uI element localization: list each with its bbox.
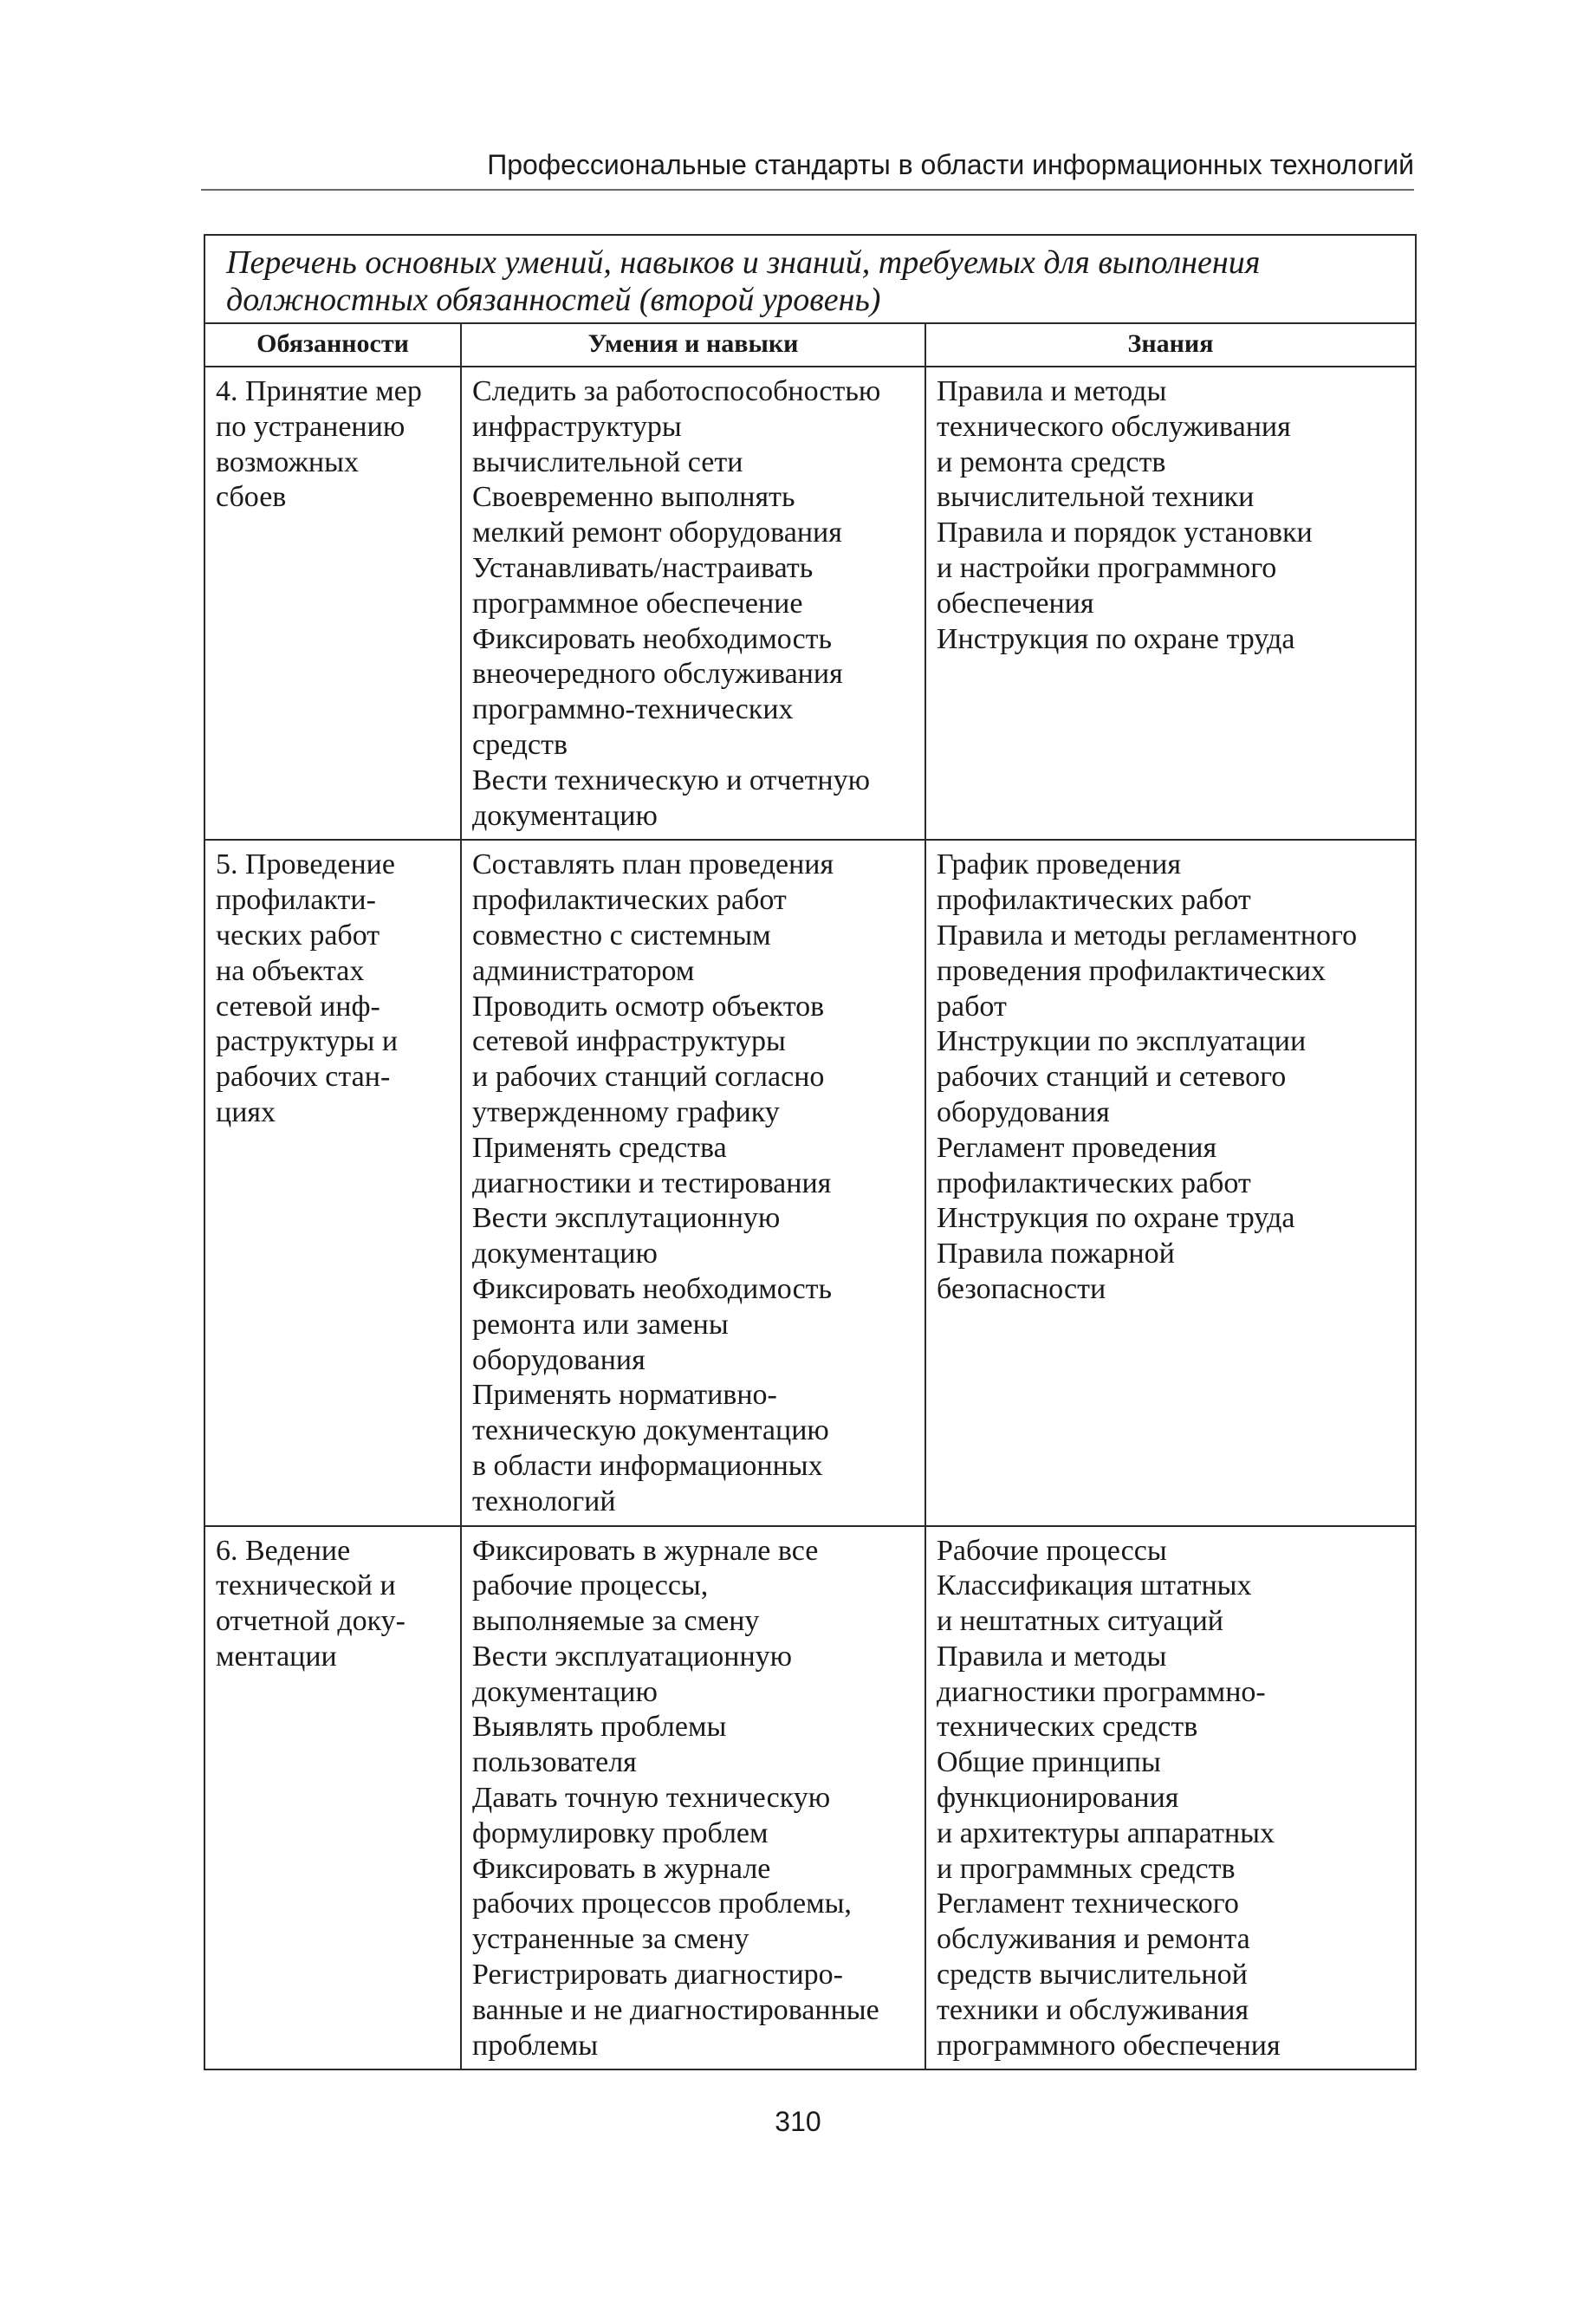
knowledge-cell [925,840,1416,1525]
table-caption-row [204,235,1416,323]
cell-line: рабочие процессы, [472,1569,709,1602]
cell-line: ческих работ [216,919,380,952]
cell-line: Фиксировать в журнале [472,1852,771,1885]
cell-line: рабочих станций и сетевого [937,1061,1287,1094]
cell-line: и ремонта средств [937,445,1166,478]
cell-line: График проведения [937,848,1181,881]
cell-line: 6. Ведение [216,1534,351,1567]
table-row [204,367,1416,840]
cell-line: документацию [472,1675,658,1708]
column-header-skills: Умения и навыки [461,323,925,367]
cell-line: безопасности [937,1272,1106,1305]
cell-line: проблемы [472,2029,599,2062]
column-header-duties: Обязанности [204,323,461,367]
cell-line: оборудования [472,1343,646,1376]
cell-line: Правила и порядок установки [937,517,1313,549]
cell-line: рабочих процессов проблемы, [472,1887,852,1920]
cell-line: Правила и методы [937,1640,1167,1673]
cell-line: устраненные за смену [472,1923,749,1956]
cell-line: Общие принципы [937,1746,1161,1779]
cell-line: Регистрировать диагностиро- [472,1959,843,1991]
cell-line: Устанавливать/настраивать [472,551,814,584]
cell-line: Давать точную техническую [472,1782,831,1815]
cell-line: Регламент проведения [937,1131,1217,1164]
skills-cell [461,840,925,1525]
cell-line: Рабочие процессы [937,1534,1167,1567]
cell-line: Фиксировать в журнале все [472,1534,819,1567]
table-row [204,840,1416,1525]
caption-line: должностных обязанностей (второй уровень) [226,282,881,318]
knowledge-cell [925,1526,1416,2070]
cell-line: функционирования [937,1782,1179,1815]
skills-cell [461,1526,925,2070]
cell-line: раструктуры и [216,1025,399,1058]
competency-table [204,234,1417,2070]
cell-line: Фиксировать необходимость [472,622,833,655]
cell-line: вычислительной сети [472,445,743,478]
cell-line: Правила и методы регламентного [937,919,1358,952]
cell-line: ремонта или замены [472,1308,729,1341]
cell-line: внеочередного обслуживания [472,658,843,691]
cell-line: технической и [216,1569,396,1602]
cell-line: профилактических работ [937,1166,1251,1199]
cell-line: диагностики программно- [937,1675,1266,1708]
cell-line: Следить за работоспособностью [472,375,881,407]
cell-line: Вести эксплутационную [472,1202,781,1235]
cell-line: инфраструктуры [472,410,682,443]
cell-line: средств вычислительной [937,1959,1248,1991]
running-title: Профессиональные стандарты в области информационных технологий [487,149,1414,180]
cell-line: обслуживания и ремонта [937,1923,1250,1956]
cell-line: технических средств [937,1711,1198,1744]
cell-line: ванные и не диагностированные [472,1993,879,2026]
cell-line: и рабочих станций согласно [472,1061,825,1094]
cell-line: Правила пожарной [937,1238,1175,1270]
caption-line: Перечень основных умений, навыков и знаний, требуемых для выполнения [226,244,1261,281]
cell-line: программное обеспечение [472,587,803,620]
duty-cell [204,840,461,1525]
cell-line: средств [472,728,568,761]
running-header [201,146,1414,191]
cell-line: техники и обслуживания [937,1993,1249,2026]
cell-line: Составлять план проведения [472,848,834,881]
cell-line: Вести техническую и отчетную [472,763,870,796]
cell-line: мелкий ремонт оборудования [472,517,842,549]
duty-cell [204,367,461,840]
competency-table-container [204,234,1415,2070]
cell-line: профилактических работ [472,884,787,917]
cell-line: по устранению [216,410,405,443]
cell-line: Инструкции по эксплуатации [937,1025,1307,1058]
cell-line: возможных [216,445,359,478]
cell-line: Применять нормативно- [472,1379,777,1412]
cell-line: документацию [472,1238,658,1270]
cell-line: Классификация штатных [937,1569,1252,1602]
cell-line: Выявлять проблемы [472,1711,727,1744]
cell-line: рабочих стан- [216,1061,391,1094]
cell-line: 4. Принятие мер [216,375,422,407]
cell-line: обеспечения [937,587,1094,620]
cell-line: технологий [472,1485,616,1517]
cell-line: сбоев [216,481,287,514]
cell-line: сетевой инф- [216,990,380,1023]
table-row [204,1526,1416,2070]
cell-line: формулировку проблем [472,1816,769,1849]
cell-line: документацию [472,799,658,832]
cell-line: выполняемые за смену [472,1605,760,1638]
cell-line: вычислительной техники [937,481,1255,514]
cell-line: и нештатных ситуаций [937,1605,1223,1638]
cell-line: Инструкция по охране труда [937,1202,1295,1235]
cell-line: утвержденному графику [472,1095,780,1128]
cell-line: Своевременно выполнять [472,481,795,514]
cell-line: и программных средств [937,1852,1236,1885]
cell-line: в области информационных [472,1449,823,1482]
cell-line: программно-технических [472,693,794,726]
cell-line: программного обеспечения [937,2029,1281,2062]
knowledge-cell [925,367,1416,840]
skills-cell [461,367,925,840]
cell-line: диагностики и тестирования [472,1166,832,1199]
cell-line: оборудования [937,1095,1110,1128]
cell-line: Инструкция по охране труда [937,622,1295,655]
cell-line: работ [937,990,1007,1023]
table-caption [204,235,1416,323]
cell-line: Правила и методы [937,375,1167,407]
cell-line: техническую документацию [472,1414,829,1447]
cell-line: Фиксировать необходимость [472,1272,833,1305]
duty-cell [204,1526,461,2070]
cell-line: технического обслуживания [937,410,1291,443]
table-header-row [204,323,1416,367]
cell-line: и настройки программного [937,551,1277,584]
cell-line: 5. Проведение [216,848,395,881]
cell-line: проведения профилактических [937,954,1327,987]
cell-line: совместно с системным [472,919,771,952]
cell-line: пользователя [472,1746,637,1779]
cell-line: и архитектуры аппаратных [937,1816,1275,1849]
cell-line: сетевой инфраструктуры [472,1025,786,1058]
cell-line: Регламент технического [937,1887,1239,1920]
cell-line: циях [216,1095,276,1128]
column-header-knowledge: Знания [925,323,1416,367]
cell-line: Применять средства [472,1131,727,1164]
cell-line: на объектах [216,954,365,987]
cell-line: профилакти- [216,884,376,917]
cell-line: профилактических работ [937,884,1251,917]
cell-line: Проводить осмотр объектов [472,990,825,1023]
cell-line: Вести эксплуатационную [472,1640,793,1673]
cell-line: ментации [216,1640,337,1673]
page-number: 310 [775,2106,821,2137]
cell-line: отчетной доку- [216,1605,406,1638]
cell-line: администратором [472,954,695,987]
